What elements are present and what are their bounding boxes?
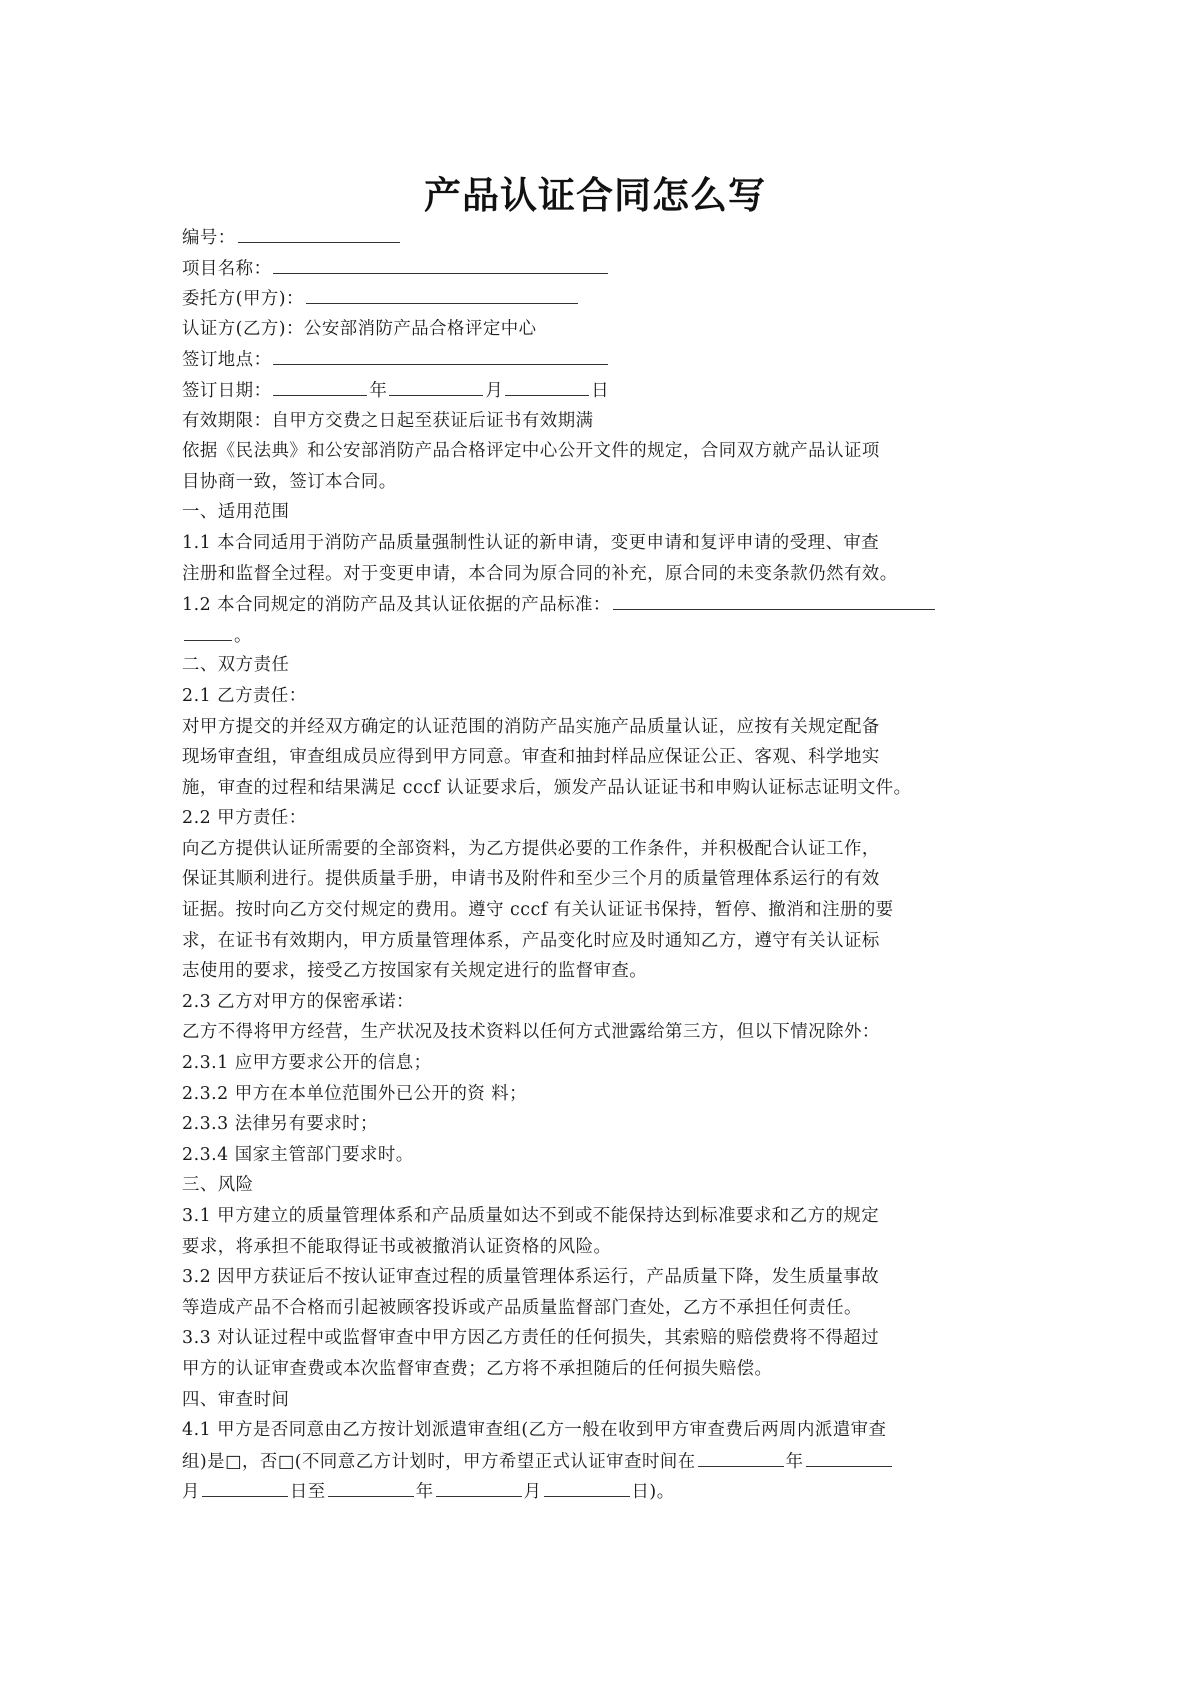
clause-2-3-item: 2.3.3 法律另有要求时；: [182, 1114, 378, 1135]
year-label: 年: [785, 1451, 804, 1472]
preamble-line: 依据《民法典》和公安部消防产品合格评定中心公开文件的规定，合同双方就产品认证项: [182, 441, 880, 462]
number-label: 编号：: [182, 228, 236, 248]
clause-2-2: 保证其顺利进行。提供质量手册，申请书及附件和至少三个月的质量管理体系运行的有效: [182, 869, 880, 890]
field-date: [182, 375, 1022, 406]
checkbox-no[interactable]: □: [277, 1451, 295, 1472]
review-end-year-blank[interactable]: [328, 1476, 414, 1497]
date-day-blank[interactable]: [505, 375, 589, 396]
day-end-label: 日)。: [631, 1482, 675, 1503]
clause-2-3-item: 2.3.4 国家主管部门要求时。: [182, 1144, 414, 1165]
clause-3-2: 等造成产品不合格而引起被顾客投诉或产品质量监督部门查处，乙方不承担任何责任。: [182, 1297, 862, 1318]
client-label: 委托方(甲方)：: [182, 289, 304, 310]
clause-3-2: 3.2 因甲方获证后不按认证审查过程的质量管理体系运行，产品质量下降，发生质量事故: [182, 1267, 880, 1288]
clause-1-1: 1.1 本合同适用于消防产品质量强制性认证的新申请，变更申请和复评申请的受理、审查: [182, 532, 880, 553]
year-label: 年: [415, 1482, 434, 1503]
clause-1-2: [182, 589, 1022, 620]
clause-2-2: 志使用的要求，接受乙方按国家有关规定进行的监督审查。: [182, 961, 648, 982]
month-label: 月: [523, 1482, 542, 1503]
day-label: 日: [591, 380, 610, 401]
clause-2-2: 向乙方提供认证所需要的全部资料，为乙方提供必要的工作条件，并积极配合认证工作，: [182, 838, 880, 859]
clause-2-3-item: 2.3.1 应甲方要求公开的信息；: [182, 1053, 432, 1074]
certifier-label: 认证方(乙方)：: [182, 318, 304, 339]
place-label: 签订地点：: [182, 350, 272, 371]
section-heading-3: 三、风险: [182, 1175, 254, 1196]
date-label: 签订日期：: [182, 380, 272, 401]
document-body: [182, 222, 1022, 1507]
clause-2-1-heading: 2.1 乙方责任：: [182, 685, 307, 706]
review-start-day-blank[interactable]: [202, 1476, 288, 1497]
product-standard-blank[interactable]: [613, 589, 935, 610]
section-heading-4: 四、审查时间: [182, 1389, 290, 1410]
clause-4-1: [182, 1446, 1022, 1477]
clause-2-1: 现场审查组，审查组成员应得到甲方同意。审查和抽封样品应保证公正、客观、科学地实: [182, 747, 880, 768]
review-end-month-blank[interactable]: [436, 1476, 522, 1497]
date-month-blank[interactable]: [389, 375, 483, 396]
clause-1-2-label: 1.2 本合同规定的消防产品及其认证依据的产品标准：: [182, 595, 611, 616]
clause-3-1: 3.1 甲方建立的质量管理体系和产品质量如达不到或不能保持达到标准要求和乙方的规定: [182, 1206, 880, 1226]
field-certifier: [182, 314, 1022, 345]
project-label: 项目名称：: [182, 258, 272, 279]
field-place: [182, 344, 1022, 375]
field-project: [182, 253, 1022, 284]
review-start-month-blank[interactable]: [806, 1446, 892, 1467]
clause-2-3-item: 2.3.2 甲方在本单位范围外已公开的资 料；: [182, 1083, 528, 1104]
preamble-line: 目协商一致，签订本合同。: [182, 471, 397, 492]
clause-3-1: 要求，将承担不能取得证书或被撤消认证资格的风险。: [182, 1236, 612, 1257]
date-year-blank[interactable]: [273, 375, 367, 396]
field-client: [182, 283, 1022, 314]
number-blank[interactable]: [238, 222, 400, 243]
clause-2-2-heading: 2.2 甲方责任：: [182, 808, 307, 829]
clause-4-1: [182, 1476, 1022, 1507]
clause-2-3-heading: 2.3 乙方对甲方的保密承诺：: [182, 991, 414, 1012]
field-validity: 有效期限：自甲方交费之日起至获证后证书有效期满: [182, 410, 594, 431]
field-number: [182, 222, 1022, 253]
month-label: 月: [182, 1482, 200, 1503]
month-label: 月: [485, 380, 504, 401]
client-blank[interactable]: [306, 283, 578, 304]
clause-2-3-intro: 乙方不得将甲方经营，生产状况及技术资料以任何方式泄露给第三方，但以下情况除外：: [182, 1022, 880, 1043]
period: 。: [234, 625, 252, 646]
project-blank[interactable]: [273, 253, 608, 274]
clause-1-2-cont: [182, 620, 1022, 651]
clause-2-2: 求，在证书有效期内，甲方质量管理体系，产品变化时应及时通知乙方，遵守有关认证标: [182, 930, 880, 951]
section-heading-2: 二、双方责任: [182, 655, 290, 676]
section-heading-1: 一、适用范围: [182, 502, 290, 523]
place-blank[interactable]: [273, 344, 608, 365]
clause-2-1: 施，审查的过程和结果满足 cccf 认证要求后，颁发产品认证证书和申购认证标志证明文件。: [182, 777, 912, 798]
year-label: 年: [369, 380, 388, 401]
clause-4-1-text: (不同意乙方计划时，甲方希望正式认证审查时间在: [294, 1451, 696, 1472]
clause-1-1: 注册和监督全过程。对于变更申请，本合同为原合同的补充，原合同的未变条款仍然有效。: [182, 563, 898, 584]
clause-4-1-text: ，否: [242, 1451, 278, 1472]
review-end-day-blank[interactable]: [544, 1476, 630, 1497]
product-standard-blank-cont[interactable]: [184, 620, 232, 641]
clause-2-1: 对甲方提交的并经双方确定的认证范围的消防产品实施产品质量认证，应按有关规定配备: [182, 716, 880, 737]
clause-4-1-text: 组)是: [182, 1451, 226, 1472]
clause-3-3: 甲方的认证审查费或本次监督审查费；乙方将不承担随后的任何损失赔偿。: [182, 1358, 773, 1379]
clause-4-1: 4.1 甲方是否同意由乙方按计划派遣审查组(乙方一般在收到甲方审查费后两周内派遣审查: [182, 1420, 887, 1441]
day-to-label: 日至: [289, 1482, 326, 1503]
clause-3-3: 3.3 对认证过程中或监督审查中甲方因乙方责任的任何损失，其索赔的赔偿费将不得超过: [182, 1328, 880, 1349]
document-title: 产品认证合同怎么写: [424, 174, 766, 217]
checkbox-yes[interactable]: □: [225, 1451, 243, 1472]
certifier-value: 公安部消防产品合格评定中心: [303, 318, 537, 339]
review-start-year-blank[interactable]: [698, 1446, 784, 1467]
clause-2-2: 证据。按时向乙方交付规定的费用。遵守 cccf 有关认证证书保持，暂停、撤消和注册的要: [182, 900, 894, 921]
